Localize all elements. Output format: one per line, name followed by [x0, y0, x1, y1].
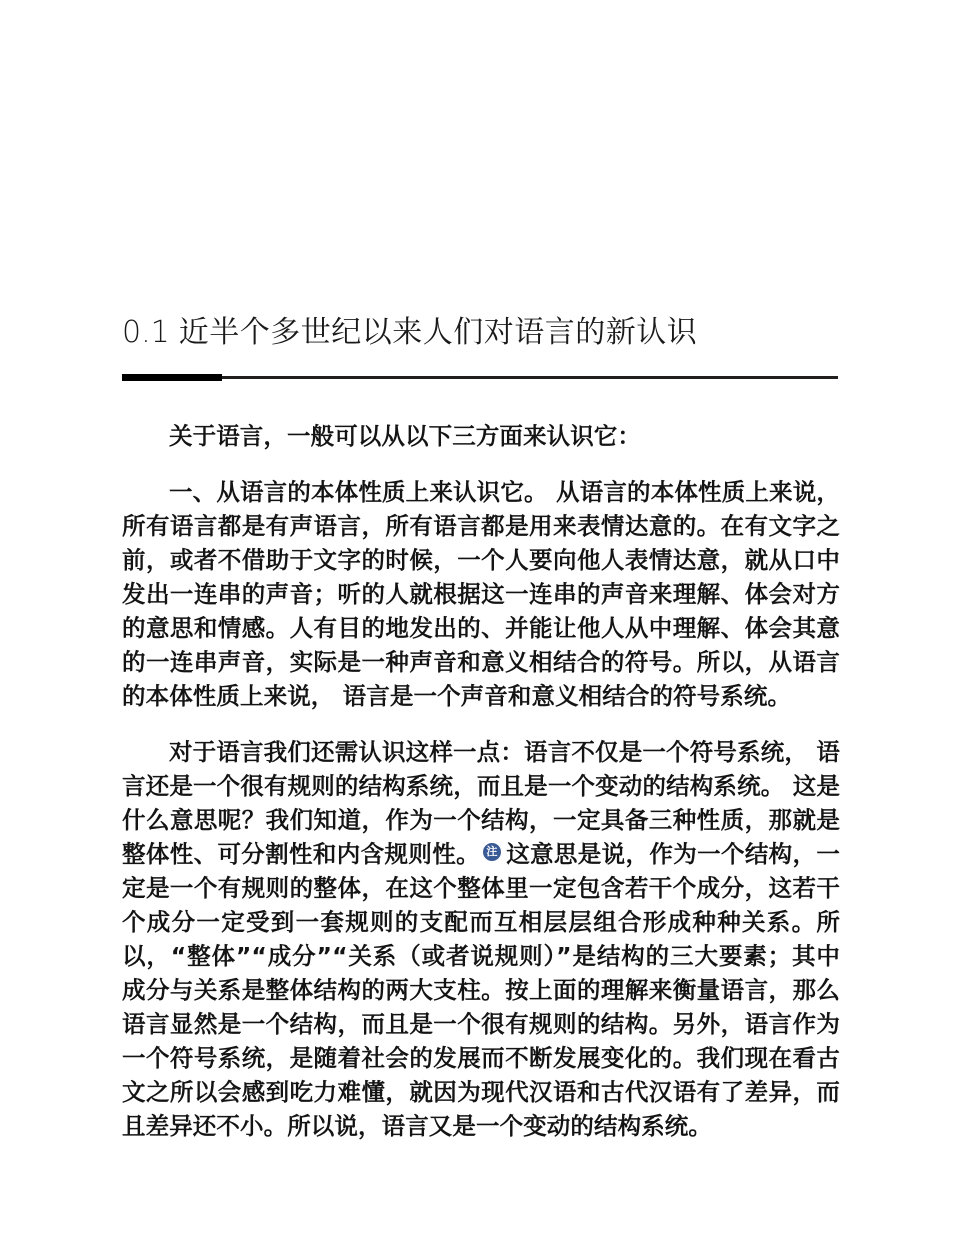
- divider-thick-accent: [122, 374, 222, 381]
- paragraph-structure-discussion: [122, 735, 840, 1143]
- section-heading: [122, 0, 840, 352]
- section-title: 近半个多世纪以来人们对语言的新认识: [178, 315, 698, 350]
- page-content-column: [122, 0, 840, 1143]
- note-badge-icon[interactable]: 注: [483, 843, 501, 861]
- section-number: 0.1: [122, 315, 170, 350]
- heading-divider-rule: [122, 374, 838, 381]
- paragraph-point-one: 一、从语言的本体性质上来认识它。 从语言的本体性质上来说，所有语言都是有声语言，所有语言都是用来表情达意的。在有文字之前，或者不借助于文字的时候，一个人要向他人表情达意，就从口中发出一连串的声音；听的人就根据这一连串的声音来理解、体会对方的意思和情感。人有目的地发出的、并能让他人从中理解、体会其意的一连串声音，实际是一种声音和意义相结合的符号。所以，从语言的本体性质上来说， 语言是一个声音和意义相结合的符号系统。: [122, 477, 840, 710]
- paragraph-intro: 关于语言，一般可以从以下三方面来认识它：: [169, 421, 641, 450]
- paragraph-text-after-note: 这意思是说，作为一个结构，一定是一个有规则的整体，在这个整体里一定包含若干个成分，这若干个成分一定受到一套规则的支配而互相层层组合形成种种关系。所以，“整体”“成分”“关系（或者说规则）”是结构的三大要素；其中成分与关系是整体结构的两大支柱。按上面的理解来衡量语言，那么语言显然是一个结构，而且是一个很有规则的结构。另外，语言作为一个符号系统，是随着社会的发展而不断发展变化的。我们现在看古文之所以会感到吃力难懂，就因为现代汉语和古代汉语有了差异，而且差异还不小。所以说，语言又是一个变动的结构系统。: [122, 839, 841, 1140]
- divider-thin-line: [122, 376, 838, 379]
- body-text-block: [122, 381, 840, 1143]
- paragraph-text-before-note: 对于语言我们还需认识这样一点：语言不仅是一个符号系统， 语言还是一个很有规则的结构系统，而且是一个变动的结构系统。 这是什么意思呢？我们知道，作为一个结构，一定具备三种性质，那就是整体性、可分割性和内含规则性。: [122, 737, 840, 868]
